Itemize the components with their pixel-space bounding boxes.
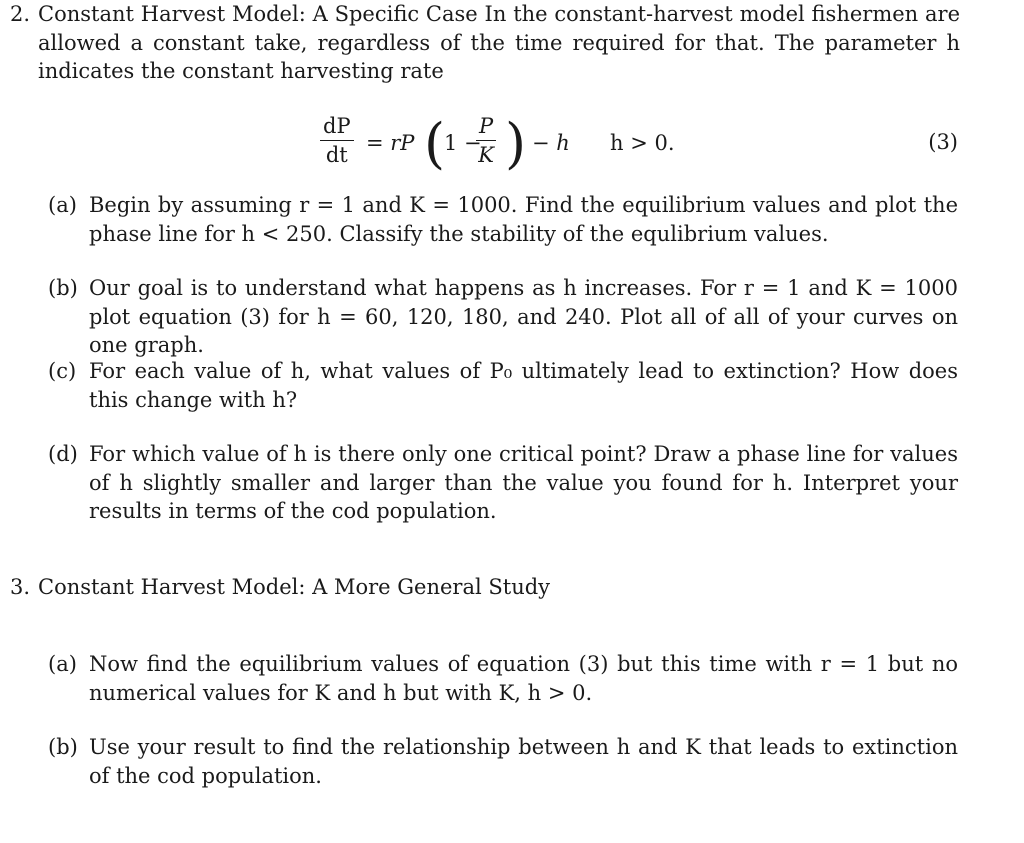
item-text: Begin by assuming r = 1 and K = 1000. Find the equilibrium values and plot the phase line for h < 250. Classify the stability of the equlibrium values.: [89, 193, 958, 246]
problem-2-heading: [10, 0, 960, 86]
item-label: (b): [48, 735, 78, 759]
item-text: Use your result to find the relationship between h and K that leads to extinction of the cod population.: [89, 735, 958, 788]
p-numerator: P: [476, 114, 496, 141]
problem-3-number: 3.: [10, 575, 31, 599]
dp-numerator: dP: [320, 114, 354, 141]
problem-2-item-b: [48, 274, 958, 360]
minus-h: − h: [532, 131, 570, 155]
p-over-k-fraction: [476, 114, 496, 167]
problem-3-item-a: [48, 650, 958, 707]
equation-number: (3): [928, 130, 958, 154]
problem-3-text: Constant Harvest Model: A More General Study: [38, 575, 551, 599]
problem-2-item-c: [48, 357, 958, 414]
problem-2-text: Constant Harvest Model: A Specific Case In the constant-harvest model fishermen are allowed a constant take, regardless of the time required for that. The parameter h indicates the constant harvesting rate: [38, 2, 960, 83]
dp-dt-fraction: [320, 114, 354, 167]
one-minus: 1 −: [444, 131, 482, 155]
item-text: Our goal is to understand what happens as h increases. For r = 1 and K = 1000 plot equation (3) for h = 60, 120, 180, and 240. Plot all of all of your curves on one graph.: [89, 276, 958, 357]
right-paren: ): [505, 112, 527, 175]
equation-3: [0, 112, 1024, 182]
problem-3-item-b: [48, 733, 958, 790]
problem-3-heading: [10, 573, 960, 602]
problem-2-number: 2.: [10, 2, 31, 26]
item-text: For each value of h, what values of P₀ ultimately lead to extinction? How does this change with h?: [89, 359, 958, 412]
k-denominator: K: [478, 143, 494, 167]
item-label: (a): [48, 193, 77, 217]
item-label: (b): [48, 276, 78, 300]
item-text: Now find the equilibrium values of equation (3) but this time with r = 1 but no numerical values for K and h but with K, h > 0.: [89, 652, 958, 705]
left-paren: (: [424, 112, 446, 175]
item-text: For which value of h is there only one critical point? Draw a phase line for values of h slightly smaller and larger than the value you found for h. Interpret your results in terms of the cod population.: [89, 442, 958, 523]
item-label: (a): [48, 652, 77, 676]
problem-2-item-a: [48, 191, 958, 248]
dt-denominator: dt: [325, 143, 348, 167]
problem-2-item-d: [48, 440, 958, 526]
item-label: (d): [48, 442, 78, 466]
equals-rp: = rP: [366, 131, 415, 155]
item-label: (c): [48, 359, 77, 383]
h-condition: h > 0.: [610, 131, 675, 155]
